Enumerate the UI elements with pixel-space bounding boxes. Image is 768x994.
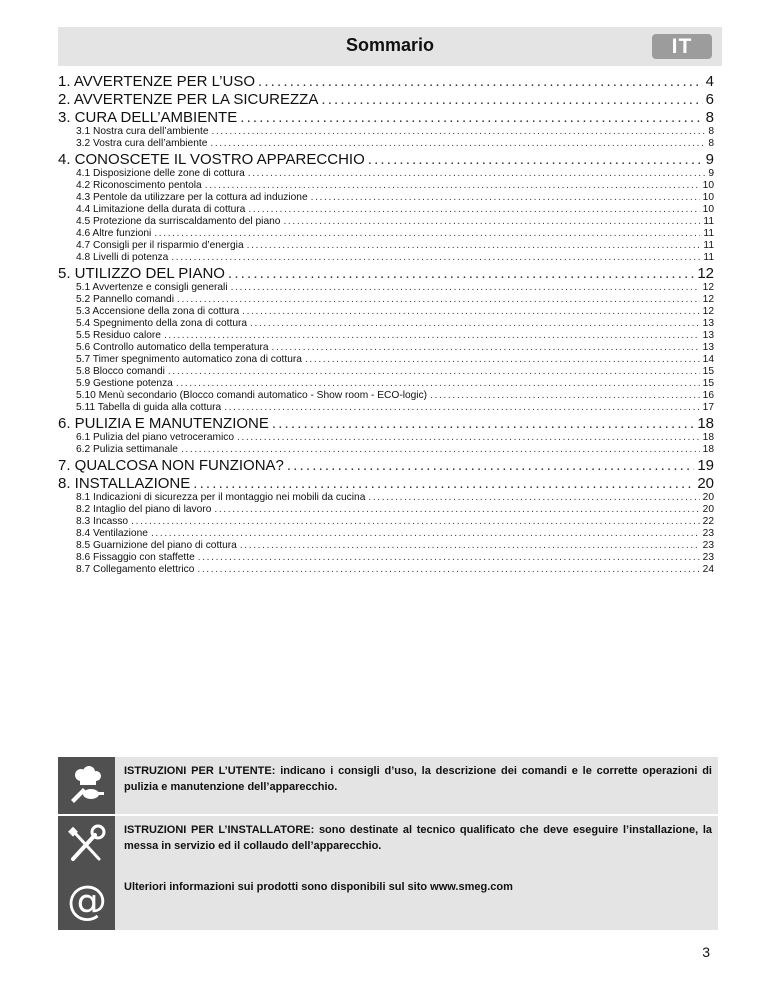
toc-entry-title: 3. CURA DELL’AMBIENTE <box>58 109 238 126</box>
tools-icon <box>58 816 115 873</box>
toc-entry <box>58 294 714 306</box>
toc-entry-page: 9 <box>705 151 714 168</box>
toc-entry <box>58 282 714 294</box>
toc-entry-page: 12 <box>702 294 714 305</box>
user-instructions-box <box>58 757 718 814</box>
toc-entry <box>58 366 714 378</box>
toc-entry-title: 4.8 Livelli di potenza <box>76 252 169 263</box>
table-of-contents <box>58 72 714 576</box>
toc-leader-dots <box>154 228 700 240</box>
toc-leader-dots <box>151 528 700 540</box>
toc-entry-title: 5.3 Accensione della zona di cottura <box>76 306 240 317</box>
toc-leader-dots <box>311 192 700 204</box>
toc-entry-title: 4.1 Disposizione delle zone di cottura <box>76 168 245 179</box>
toc-leader-dots <box>240 109 702 126</box>
toc-entry <box>58 151 714 168</box>
toc-leader-dots <box>198 552 700 564</box>
toc-entry <box>58 216 714 228</box>
toc-leader-dots <box>321 91 702 108</box>
toc-entry <box>58 475 714 492</box>
toc-entry-page: 8 <box>705 109 714 126</box>
toc-leader-dots <box>214 504 699 516</box>
toc-entry-page: 13 <box>702 330 714 341</box>
toc-leader-dots <box>224 402 699 414</box>
toc-entry-title: 8.7 Collegamento elettrico <box>76 564 195 575</box>
toc-entry-title: 8.4 Ventilazione <box>76 528 148 539</box>
toc-entry-title: 6. PULIZIA E MANUTENZIONE <box>58 415 269 432</box>
installer-instructions-box <box>58 816 718 873</box>
toc-entry-page: 6 <box>705 91 714 108</box>
toc-leader-dots <box>368 151 703 168</box>
toc-entry-title: 5.7 Timer spegnimento automatico zona di cottura <box>76 354 302 365</box>
toc-entry-title: 5.8 Blocco comandi <box>76 366 165 377</box>
toc-leader-dots <box>197 564 699 576</box>
toc-leader-dots <box>171 252 700 264</box>
toc-entry-page: 9 <box>708 168 714 179</box>
toc-entry-page: 10 <box>702 192 714 203</box>
toc-entry-page: 23 <box>702 540 714 551</box>
toc-entry-page: 13 <box>702 342 714 353</box>
toc-leader-dots <box>237 432 700 444</box>
toc-leader-dots <box>368 492 699 504</box>
toc-entry-page: 16 <box>702 390 714 401</box>
toc-entry-page: 13 <box>702 318 714 329</box>
toc-entry <box>58 73 714 90</box>
toc-leader-dots <box>250 318 700 330</box>
toc-leader-dots <box>176 378 700 390</box>
toc-entry-title: 8.3 Incasso <box>76 516 129 527</box>
user-instructions-text: ISTRUZIONI PER L’UTENTE: indicano i consigli d’uso, la descrizione dei comandi e le corrette operazioni di pulizia e manutenzione dell’apparecchio. <box>124 765 712 793</box>
toc-leader-dots <box>242 306 700 318</box>
toc-leader-dots <box>283 216 700 228</box>
toc-entry <box>58 457 714 474</box>
toc-leader-dots <box>430 390 700 402</box>
toc-entry-title: 4.7 Consigli per il risparmio d’energia <box>76 240 244 251</box>
toc-entry-title: 4.5 Protezione da surriscaldamento del piano <box>76 216 281 227</box>
toc-entry <box>58 109 714 126</box>
toc-entry-page: 23 <box>702 528 714 539</box>
toc-entry-title: 6.1 Pulizia del piano vetroceramico <box>76 432 234 443</box>
toc-entry <box>58 252 714 264</box>
toc-entry-title: 5.6 Controllo automatico della temperatura <box>76 342 269 353</box>
toc-entry <box>58 390 714 402</box>
toc-entry <box>58 378 714 390</box>
toc-leader-dots <box>248 204 699 216</box>
toc-entry <box>58 342 714 354</box>
toc-entry <box>58 354 714 366</box>
toc-leader-dots <box>212 126 706 138</box>
toc-leader-dots <box>193 475 694 492</box>
toc-entry-page: 11 <box>703 240 714 251</box>
toc-entry-page: 22 <box>702 516 714 527</box>
toc-entry <box>58 552 714 564</box>
chef-hat-icon <box>58 757 115 814</box>
toc-entry-page: 20 <box>702 492 714 503</box>
toc-entry-title: 8.1 Indicazioni di sicurezza per il montaggio nei mobili da cucina <box>76 492 366 503</box>
toc-entry-page: 12 <box>697 265 714 282</box>
svg-text:@: @ <box>66 878 107 924</box>
toc-leader-dots <box>272 415 694 432</box>
toc-entry <box>58 516 714 528</box>
toc-leader-dots <box>181 444 700 456</box>
toc-entry <box>58 330 714 342</box>
more-info-text: Ulteriori informazioni sui prodotti sono disponibili sul sito www.smeg.com <box>124 881 513 893</box>
toc-entry-title: 5.10 Menù secondario (Blocco comandi automatico - Show room - ECO-logic) <box>76 390 428 401</box>
toc-entry-title: 4.6 Altre funzioni <box>76 228 152 239</box>
toc-entry-title: 1. AVVERTENZE PER L’USO <box>58 73 256 90</box>
toc-entry-page: 23 <box>702 552 714 563</box>
toc-entry-page: 15 <box>702 378 714 389</box>
toc-entry-page: 14 <box>702 354 714 365</box>
toc-entry-page: 10 <box>702 204 714 215</box>
toc-entry-title: 5.1 Avvertenze e consigli generali <box>76 282 228 293</box>
toc-leader-dots <box>231 282 700 294</box>
page-number: 3 <box>702 944 710 960</box>
toc-entry <box>58 540 714 552</box>
toc-entry <box>58 168 714 180</box>
toc-entry-title: 3.1 Nostra cura dell’ambiente <box>76 126 209 137</box>
toc-leader-dots <box>305 354 700 366</box>
toc-entry <box>58 504 714 516</box>
toc-leader-dots <box>272 342 700 354</box>
toc-entry-title: 4. CONOSCETE IL VOSTRO APPARECCHIO <box>58 151 365 168</box>
toc-entry-page: 20 <box>702 504 714 515</box>
toc-entry <box>58 402 714 414</box>
toc-leader-dots <box>210 138 705 150</box>
toc-leader-dots <box>240 540 700 552</box>
toc-entry-title: 4.4 Limitazione della durata di cottura <box>76 204 246 215</box>
toc-entry <box>58 192 714 204</box>
toc-entry-page: 12 <box>702 282 714 293</box>
toc-entry-page: 4 <box>705 73 714 90</box>
toc-entry-title: 5.11 Tabella di guida alla cottura <box>76 402 222 413</box>
toc-leader-dots <box>177 294 700 306</box>
toc-entry-page: 11 <box>703 228 714 239</box>
toc-entry-page: 17 <box>702 402 714 413</box>
toc-leader-dots <box>205 180 700 192</box>
toc-entry-page: 11 <box>703 252 714 263</box>
toc-entry-page: 15 <box>702 366 714 377</box>
toc-entry <box>58 180 714 192</box>
toc-entry-title: 6.2 Pulizia settimanale <box>76 444 178 455</box>
toc-entry <box>58 91 714 108</box>
toc-entry-page: 10 <box>702 180 714 191</box>
toc-entry <box>58 204 714 216</box>
toc-entry <box>58 240 714 252</box>
toc-leader-dots <box>287 457 694 474</box>
toc-leader-dots <box>228 265 694 282</box>
toc-entry <box>58 138 714 150</box>
toc-entry-page: 24 <box>702 564 714 575</box>
toc-entry-title: 2. AVVERTENZE PER LA SICUREZZA <box>58 91 319 108</box>
toc-entry <box>58 492 714 504</box>
page-title: Sommario <box>345 35 435 55</box>
toc-entry <box>58 265 714 282</box>
toc-entry-page: 18 <box>702 432 714 443</box>
toc-entry-title: 5. UTILIZZO DEL PIANO <box>58 265 225 282</box>
toc-entry <box>58 432 714 444</box>
header-bar <box>58 27 722 66</box>
installer-instructions-text: ISTRUZIONI PER L’INSTALLATORE: sono destinate al tecnico qualificato che deve eseguire l’installazione, la messa in servizio ed il collaudo dell’apparecchio. <box>124 824 712 852</box>
toc-entry-page: 18 <box>702 444 714 455</box>
toc-entry <box>58 415 714 432</box>
toc-leader-dots <box>258 73 703 90</box>
toc-entry <box>58 126 714 138</box>
toc-leader-dots <box>247 240 701 252</box>
toc-leader-dots <box>248 168 706 180</box>
toc-entry-title: 7. QUALCOSA NON FUNZIONA? <box>58 457 284 474</box>
toc-entry-title: 5.9 Gestione potenza <box>76 378 173 389</box>
toc-entry <box>58 318 714 330</box>
toc-entry-page: 12 <box>702 306 714 317</box>
toc-entry-title: 5.4 Spegnimento della zona di cottura <box>76 318 248 329</box>
toc-entry-title: 5.5 Residuo calore <box>76 330 161 341</box>
toc-entry <box>58 528 714 540</box>
toc-entry-title: 4.2 Riconoscimento pentola <box>76 180 202 191</box>
toc-entry-title: 8.2 Intaglio del piano di lavoro <box>76 504 212 515</box>
toc-entry <box>58 564 714 576</box>
at-sign-icon <box>58 873 115 930</box>
toc-entry-page: 18 <box>697 415 714 432</box>
toc-entry-page: 19 <box>697 457 714 474</box>
toc-entry-title: 8.5 Guarnizione del piano di cottura <box>76 540 237 551</box>
toc-entry-page: 8 <box>708 126 714 137</box>
toc-leader-dots <box>131 516 700 528</box>
toc-entry-title: 3.2 Vostra cura dell’ambiente <box>76 138 208 149</box>
toc-leader-dots <box>168 366 700 378</box>
toc-entry-page: 11 <box>703 216 714 227</box>
toc-entry <box>58 228 714 240</box>
toc-entry-title: 8. INSTALLAZIONE <box>58 475 191 492</box>
toc-leader-dots <box>164 330 700 342</box>
toc-entry <box>58 306 714 318</box>
more-info-box <box>58 873 718 930</box>
toc-entry-page: 8 <box>708 138 714 149</box>
language-badge: IT <box>652 34 712 59</box>
toc-entry <box>58 444 714 456</box>
toc-entry-page: 20 <box>697 475 714 492</box>
toc-entry-title: 8.6 Fissaggio con staffette <box>76 552 195 563</box>
toc-entry-title: 5.2 Pannello comandi <box>76 294 174 305</box>
toc-entry-title: 4.3 Pentole da utilizzare per la cottura ad induzione <box>76 192 308 203</box>
